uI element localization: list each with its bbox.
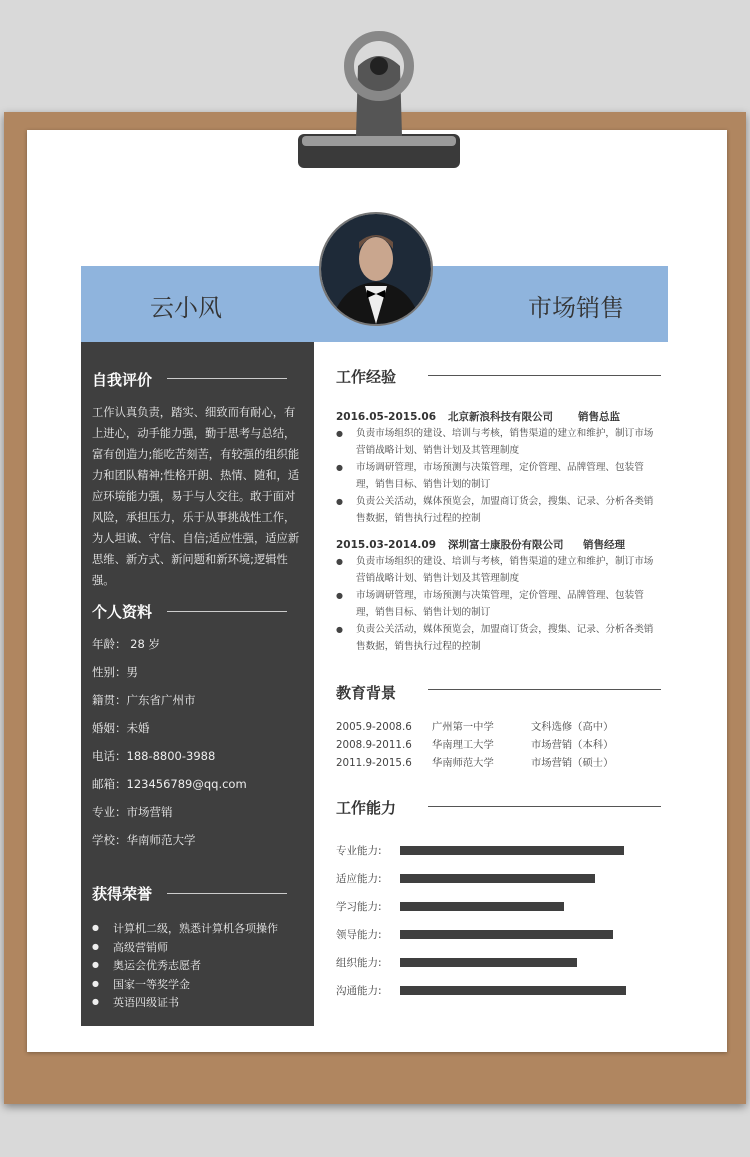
self-eval-text: 工作认真负责，踏实、细致而有耐心，有上进心，动手能力强，勤于思考与总结，富有创造力;能吃苦刻苦，有较强的组织能力和团队精神;性格开朗、热情、随和，适应环境能力强，易于与人交往。敢于面对风险，承担压力，乐于从事挑战性工作，为人坦诚、守信、自信;适应性强，适应新思维、新方式、新问题和新环境;逻辑性强。 — [92, 406, 300, 587]
list-item: ● 市场调研管理，市场预测与决策管理，定价管理、品牌管理、包装管理，销售目标、销售计划的制订 — [336, 459, 654, 493]
list-item: ● 计算机二级，熟悉计算机各项操作 — [92, 920, 278, 939]
candidate-name: 云小风 — [150, 294, 222, 322]
job-duties — [336, 425, 654, 527]
skill-bar — [400, 874, 595, 883]
skill-label: 沟通能力: — [336, 985, 382, 997]
list-item: ● 英语四级证书 — [92, 994, 278, 1013]
skill-bar — [400, 930, 613, 939]
info-phone: 电话：188-8800-3988 — [92, 749, 216, 763]
skill-bar — [400, 986, 626, 995]
divider — [167, 611, 287, 612]
edu-period: 2011.9-2015.6 — [336, 757, 412, 769]
skills-heading: 工作能力 — [336, 799, 397, 817]
honors-list — [92, 920, 278, 1013]
job-header — [336, 537, 625, 552]
list-item: ● 国家一等奖学金 — [92, 976, 278, 995]
divider — [167, 893, 287, 894]
divider — [428, 689, 661, 690]
skill-bar — [400, 846, 624, 855]
divider — [428, 806, 661, 807]
info-hometown: 籍贯：广东省广州市 — [92, 693, 196, 707]
edu-school: 华南理工大学 — [432, 739, 494, 751]
list-item: ● 市场调研管理，市场预测与决策管理，定价管理、品牌管理、包装管理，销售目标、销售计划的制订 — [336, 587, 654, 621]
info-age: 年龄： 28 岁 — [92, 637, 160, 651]
education-row — [336, 736, 613, 751]
job-company: 深圳富士康股份有限公司 — [448, 539, 564, 551]
job-role: 销售总监 — [578, 411, 620, 423]
skill-label: 学习能力: — [336, 901, 382, 913]
experience-heading: 工作经验 — [336, 368, 397, 386]
list-item: ● 负责公关活动，媒体预览会，加盟商订货会，搜集、记录、分析各类销售数据，销售执行过程的控制 — [336, 621, 654, 655]
job-duties — [336, 553, 654, 655]
skill-label: 专业能力: — [336, 845, 382, 857]
job-period: 2015.03-2014.09 — [336, 539, 437, 551]
job-period: 2016.05-2015.06 — [336, 411, 437, 423]
edu-major: 文科选修（高中） — [531, 721, 614, 733]
edu-major: 市场营销（本科） — [531, 739, 614, 751]
honors-heading: 获得荣誉 — [92, 885, 153, 903]
info-email: 邮箱：123456789@qq.com — [92, 777, 247, 791]
list-item: ● 奥运会优秀志愿者 — [92, 957, 278, 976]
binder-clip-icon — [298, 26, 460, 170]
edu-period: 2005.9-2008.6 — [336, 721, 412, 733]
skill-bar — [400, 902, 564, 911]
education-row — [336, 718, 613, 733]
divider — [167, 378, 287, 379]
edu-period: 2008.9-2011.6 — [336, 739, 412, 751]
info-school: 学校：华南师范大学 — [92, 833, 196, 847]
job-role: 销售经理 — [583, 539, 625, 551]
job-company: 北京新浪科技有限公司 — [448, 411, 553, 423]
list-item: ● 负责市场组织的建设、培训与考核，销售渠道的建立和维护，制订市场营销战略计划、销售计划及其管理制度 — [336, 553, 654, 587]
left-column — [81, 342, 314, 1026]
divider — [428, 375, 661, 376]
education-row — [336, 754, 613, 769]
edu-school: 广州第一中学 — [432, 721, 494, 733]
avatar — [319, 212, 433, 326]
info-major: 专业：市场营销 — [92, 805, 173, 819]
list-item: ● 高级营销师 — [92, 939, 278, 958]
info-gender: 性别：男 — [92, 665, 138, 679]
skill-bar — [400, 958, 577, 967]
skill-label: 适应能力: — [336, 873, 382, 885]
edu-school: 华南师范大学 — [432, 757, 494, 769]
skill-label: 组织能力: — [336, 957, 382, 969]
self-eval-heading: 自我评价 — [92, 371, 153, 389]
target-position: 市场销售 — [528, 294, 624, 322]
skill-label: 领导能力: — [336, 929, 382, 941]
personal-heading: 个人资料 — [92, 603, 153, 621]
info-marital: 婚姻：未婚 — [92, 721, 150, 735]
education-heading: 教育背景 — [336, 684, 397, 702]
edu-major: 市场营销（硕士） — [531, 757, 614, 769]
job-header — [336, 409, 620, 424]
list-item: ● 负责市场组织的建设、培训与考核，销售渠道的建立和维护，制订市场营销战略计划、销售计划及其管理制度 — [336, 425, 654, 459]
list-item: ● 负责公关活动，媒体预览会，加盟商订货会，搜集、记录、分析各类销售数据，销售执行过程的控制 — [336, 493, 654, 527]
